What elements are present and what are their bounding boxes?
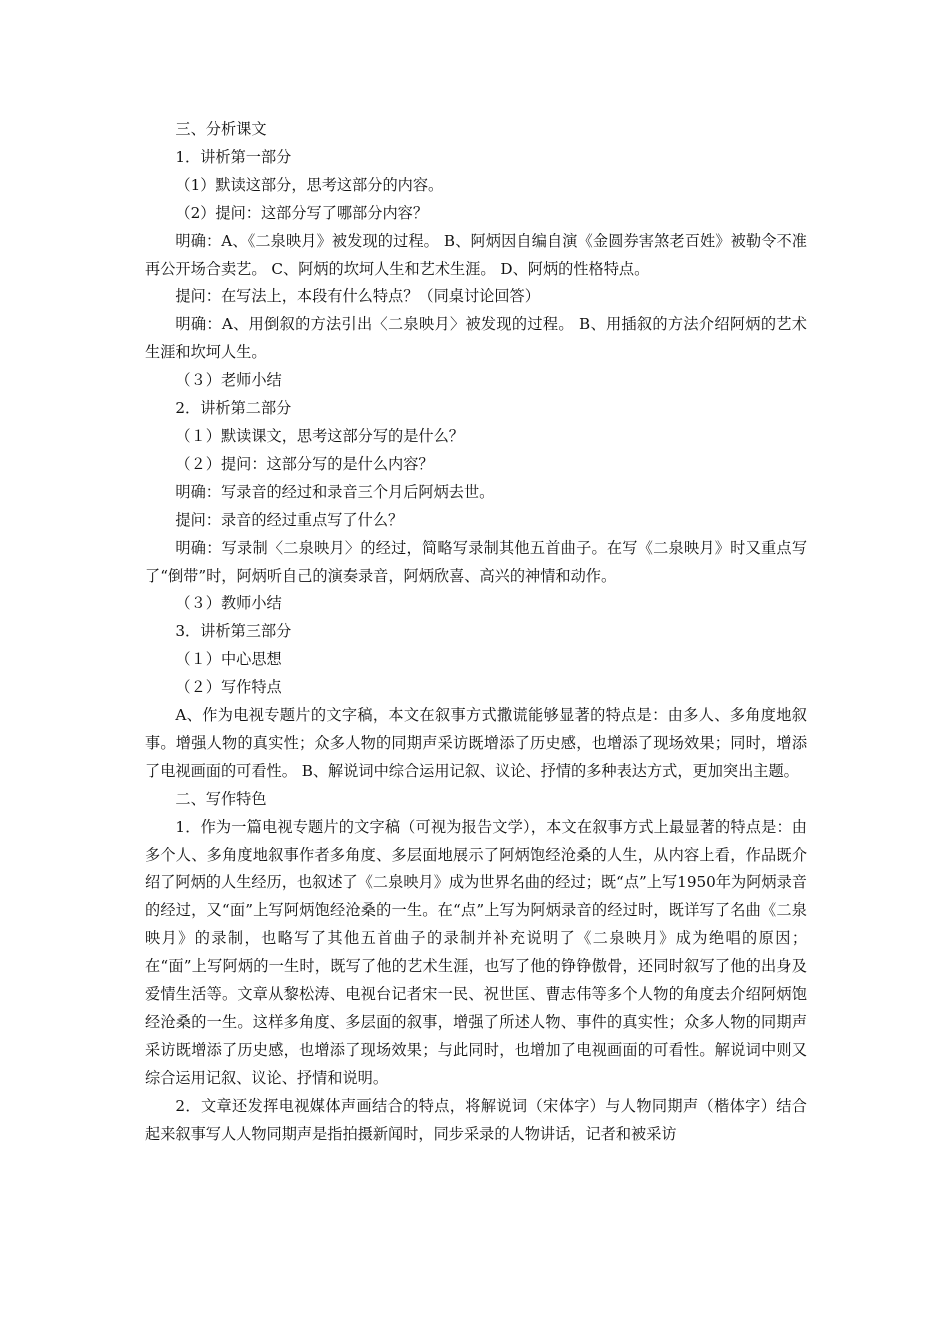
paragraph: （３）老师小结 <box>175 371 282 390</box>
paragraph: 明确：A、《二泉映月》被发现的过程。 B、阿炳因自编自演《金圆券害煞老百姓》被勒令不准再公开场合卖艺。 C、阿炳的坎坷人生和艺术生涯。 D、阿炳的性格特点。 <box>145 231 807 278</box>
paragraph: （１）默读课文，思考这部分写的是什么？ <box>175 426 464 445</box>
paragraph: 明确：A、用倒叙的方法引出〈二泉映月〉被发现的过程。 B、用插叙的方法介绍阿炳的艺术生涯和坎坷人生。 <box>145 315 807 362</box>
paragraph: （３）教师小结 <box>175 594 282 613</box>
section-heading-writing-features: 二、写作特色 <box>175 789 267 808</box>
subheading-part-two: 2．讲析第二部分 <box>175 399 292 418</box>
paragraph: （2）提问：这部分写了哪部分内容？ <box>175 203 429 222</box>
paragraph: 2．文章还发挥电视媒体声画结合的特点，将解说词（宋体字）与人物同期声（楷体字）结合起来叙事写人人物同期声是指拍摄新闻时，同步采录的人物讲话，记者和被采访 <box>145 1096 807 1143</box>
paragraph: 明确：写录制〈二泉映月〉的经过，简略写录制其他五首曲子。在写《二泉映月》时又重点写了“倒带”时，阿炳听自己的演奏录音，阿炳欣喜、高兴的神情和动作。 <box>145 538 807 585</box>
paragraph: A、作为电视专题片的文字稿，本文在叙事方式撒谎能够显著的特点是：由多人、多角度地叙事。增强人物的真实性；众多人物的同期声采访既增添了历史感，也增添了现场效果；同时，增添了电视画面的可看性。 B、解说词中综合运用记叙、议论、抒情的多种表达方式，更加突出主题。 <box>145 706 807 780</box>
paragraph: 提问：录音的经过重点写了什么？ <box>175 510 404 529</box>
subheading-part-one: 1．讲析第一部分 <box>175 147 292 166</box>
paragraph: （２）提问：这部分写的是什么内容？ <box>175 454 434 473</box>
paragraph: （1）默读这部分，思考这部分的内容。 <box>175 175 444 194</box>
paragraph: 明确：写录音的经过和录音三个月后阿炳去世。 <box>175 482 495 501</box>
subheading-part-three: 3．讲析第三部分 <box>175 622 292 641</box>
section-heading-analysis: 三、分析课文 <box>175 120 267 138</box>
document-page <box>145 116 807 1149</box>
paragraph: 提问：在写法上，本段有什么特点？（同桌讨论回答） <box>175 287 540 306</box>
paragraph: （２）写作特点 <box>175 678 282 697</box>
paragraph: 1．作为一篇电视专题片的文字稿（可视为报告文学），本文在叙事方式上最显著的特点是：由多个人、多角度地叙事作者多角度、多层面地展示了阿炳饱经沧桑的人生，从内容上看，作品既介绍了阿炳的人生经历，也叙述了《二泉映月》成为世界名曲的经过；既“点”上写1950年为阿炳录音的经过，又“面”上写阿炳饱经沧桑的一生。在“点”上写为阿炳录音的经过时，既详写了名曲《二泉映月》的录制，也略写了其他五首曲子的录制并补充说明了《二泉映月》成为绝唱的原因；在“面”上写阿炳的一生时，既写了他的艺术生涯，也写了他的铮铮傲骨，还同时叙写了他的出身及爱情生活等。文章从黎松涛、电视台记者宋一民、祝世匡、曹志伟等多个人物的角度去介绍阿炳饱经沧桑的一生。这样多角度、多层面的叙事，增强了所述人物、事件的真实性；众多人物的同期声采访既增添了历史感，也增添了现场效果；与此同时，也增加了电视画面的可看性。解说词中则又综合运用记叙、议论、抒情和说明。 <box>145 817 807 1087</box>
paragraph: （１）中心思想 <box>175 650 282 669</box>
